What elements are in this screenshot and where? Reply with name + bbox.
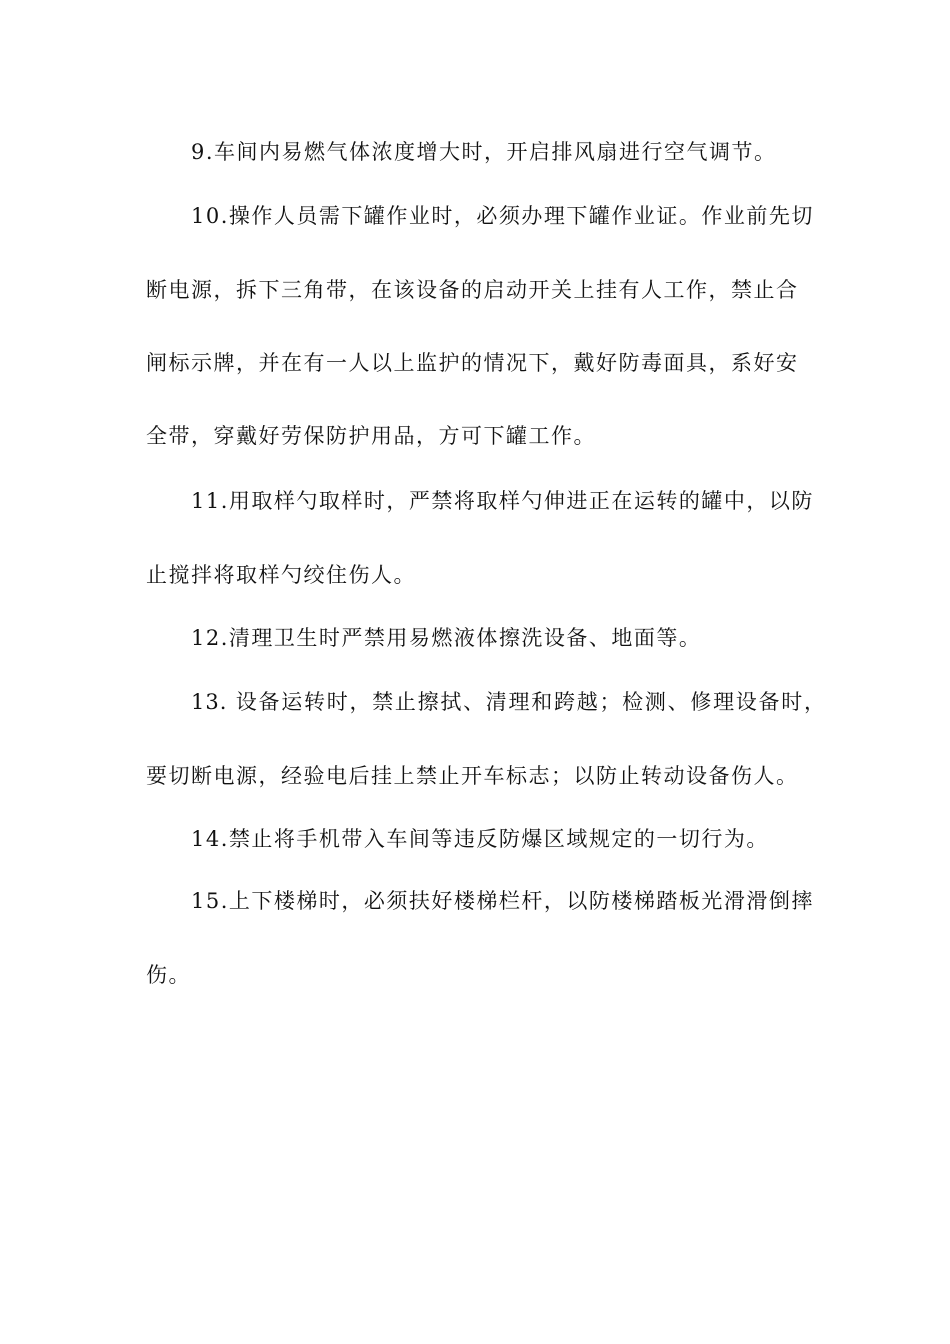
item-15-line-2: 伤。	[146, 963, 191, 987]
item-13-line-1: 13. 设备运转时，禁止擦拭、清理和跨越；检测、修理设备时，	[191, 690, 826, 714]
item-12-line-1: 12.清理卫生时严禁用易燃液体擦洗设备、地面等。	[191, 626, 702, 650]
item-10-line-4: 全带，穿戴好劳保防护用品，方可下罐工作。	[146, 424, 596, 448]
item-10-line-2: 断电源，拆下三角带，在该设备的启动开关上挂有人工作，禁止合	[146, 278, 799, 302]
item-14-line-1: 14.禁止将手机带入车间等违反防爆区域规定的一切行为。	[191, 827, 769, 851]
item-15-line-1: 15.上下楼梯时，必须扶好楼梯栏杆，以防楼梯踏板光滑滑倒摔	[191, 889, 814, 913]
item-13-line-2: 要切断电源，经验电后挂上禁止开车标志；以防止转动设备伤人。	[146, 764, 799, 788]
item-9-line-1: 9.车间内易燃气体浓度增大时，开启排风扇进行空气调节。	[191, 140, 777, 164]
item-11-line-2: 止搅拌将取样勺绞住伤人。	[146, 563, 416, 587]
item-10-line-1: 10.操作人员需下罐作业时，必须办理下罐作业证。作业前先切	[191, 204, 814, 228]
item-11-line-1: 11.用取样勺取样时，严禁将取样勺伸进正在运转的罐中，以防	[191, 489, 814, 513]
item-10-line-3: 闸标示牌，并在有一人以上监护的情况下，戴好防毒面具，系好安	[146, 351, 799, 375]
